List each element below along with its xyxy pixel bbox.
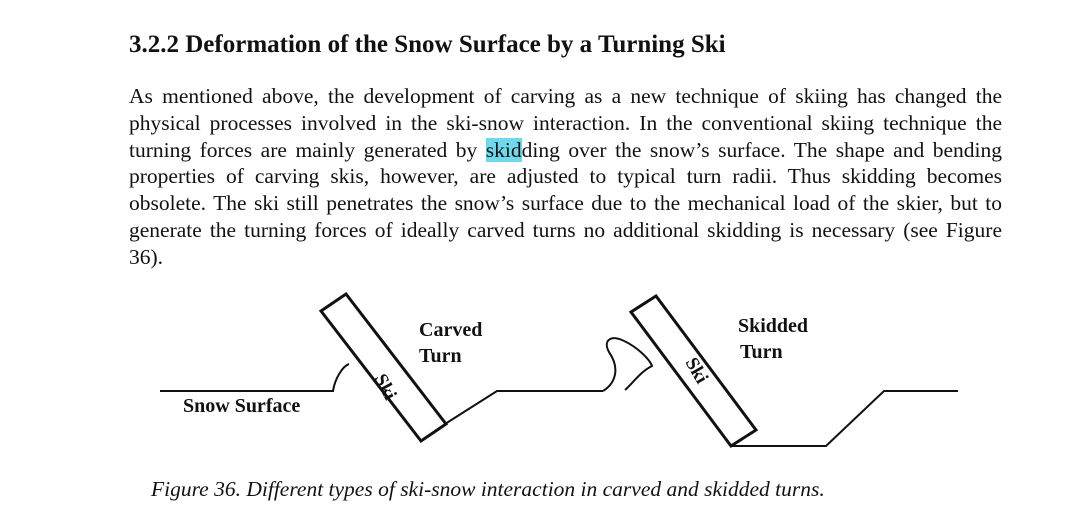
skidded-trough (731, 391, 958, 446)
ski-carved (321, 294, 446, 441)
paragraph-text-start: As mentioned above, the development of carving as a new technique of skiing has changed the physical processes involved in the ski-snow interaction. In the conventional skiing technique the turning forces are mainly generated by (129, 84, 1002, 162)
paragraph-text-end: ding over the snow’s surface. The shape and bending properties of carving skis, however, are adjusted to typical turn radii. Thus skidding becomes obsolete. The ski still penetrates the snow’s surface due to the mechanical load of the skier, but to generate the turning forces of ideally carved turns no additional skidding is necessary (see Figure 36). (129, 137, 1003, 269)
carved-groove-line (445, 391, 603, 424)
skidded-turn-label-line2: Turn (740, 341, 783, 363)
ski-label-right: Ski (680, 354, 713, 388)
figure-caption: Figure 36. Different types of ski-snow interaction in carved and skidded turns. (151, 477, 825, 501)
body-paragraph (129, 83, 1002, 271)
carved-turn-label-line1: Carved (419, 319, 483, 341)
snow-surface-label: Snow Surface (183, 395, 301, 417)
section-heading: 3.2.2 Deformation of the Snow Surface by a Turning Ski (129, 31, 726, 58)
skidded-turn-label-line1: Skidded (738, 315, 809, 337)
ski-snow-figure (0, 280, 1090, 450)
skidded-snow-bump (603, 338, 652, 391)
highlighted-search-match: skid (485, 137, 522, 162)
carved-snow-profile (160, 364, 349, 391)
ski-label-left: Ski (369, 370, 401, 404)
carved-turn-label-line2: Turn (419, 345, 462, 367)
